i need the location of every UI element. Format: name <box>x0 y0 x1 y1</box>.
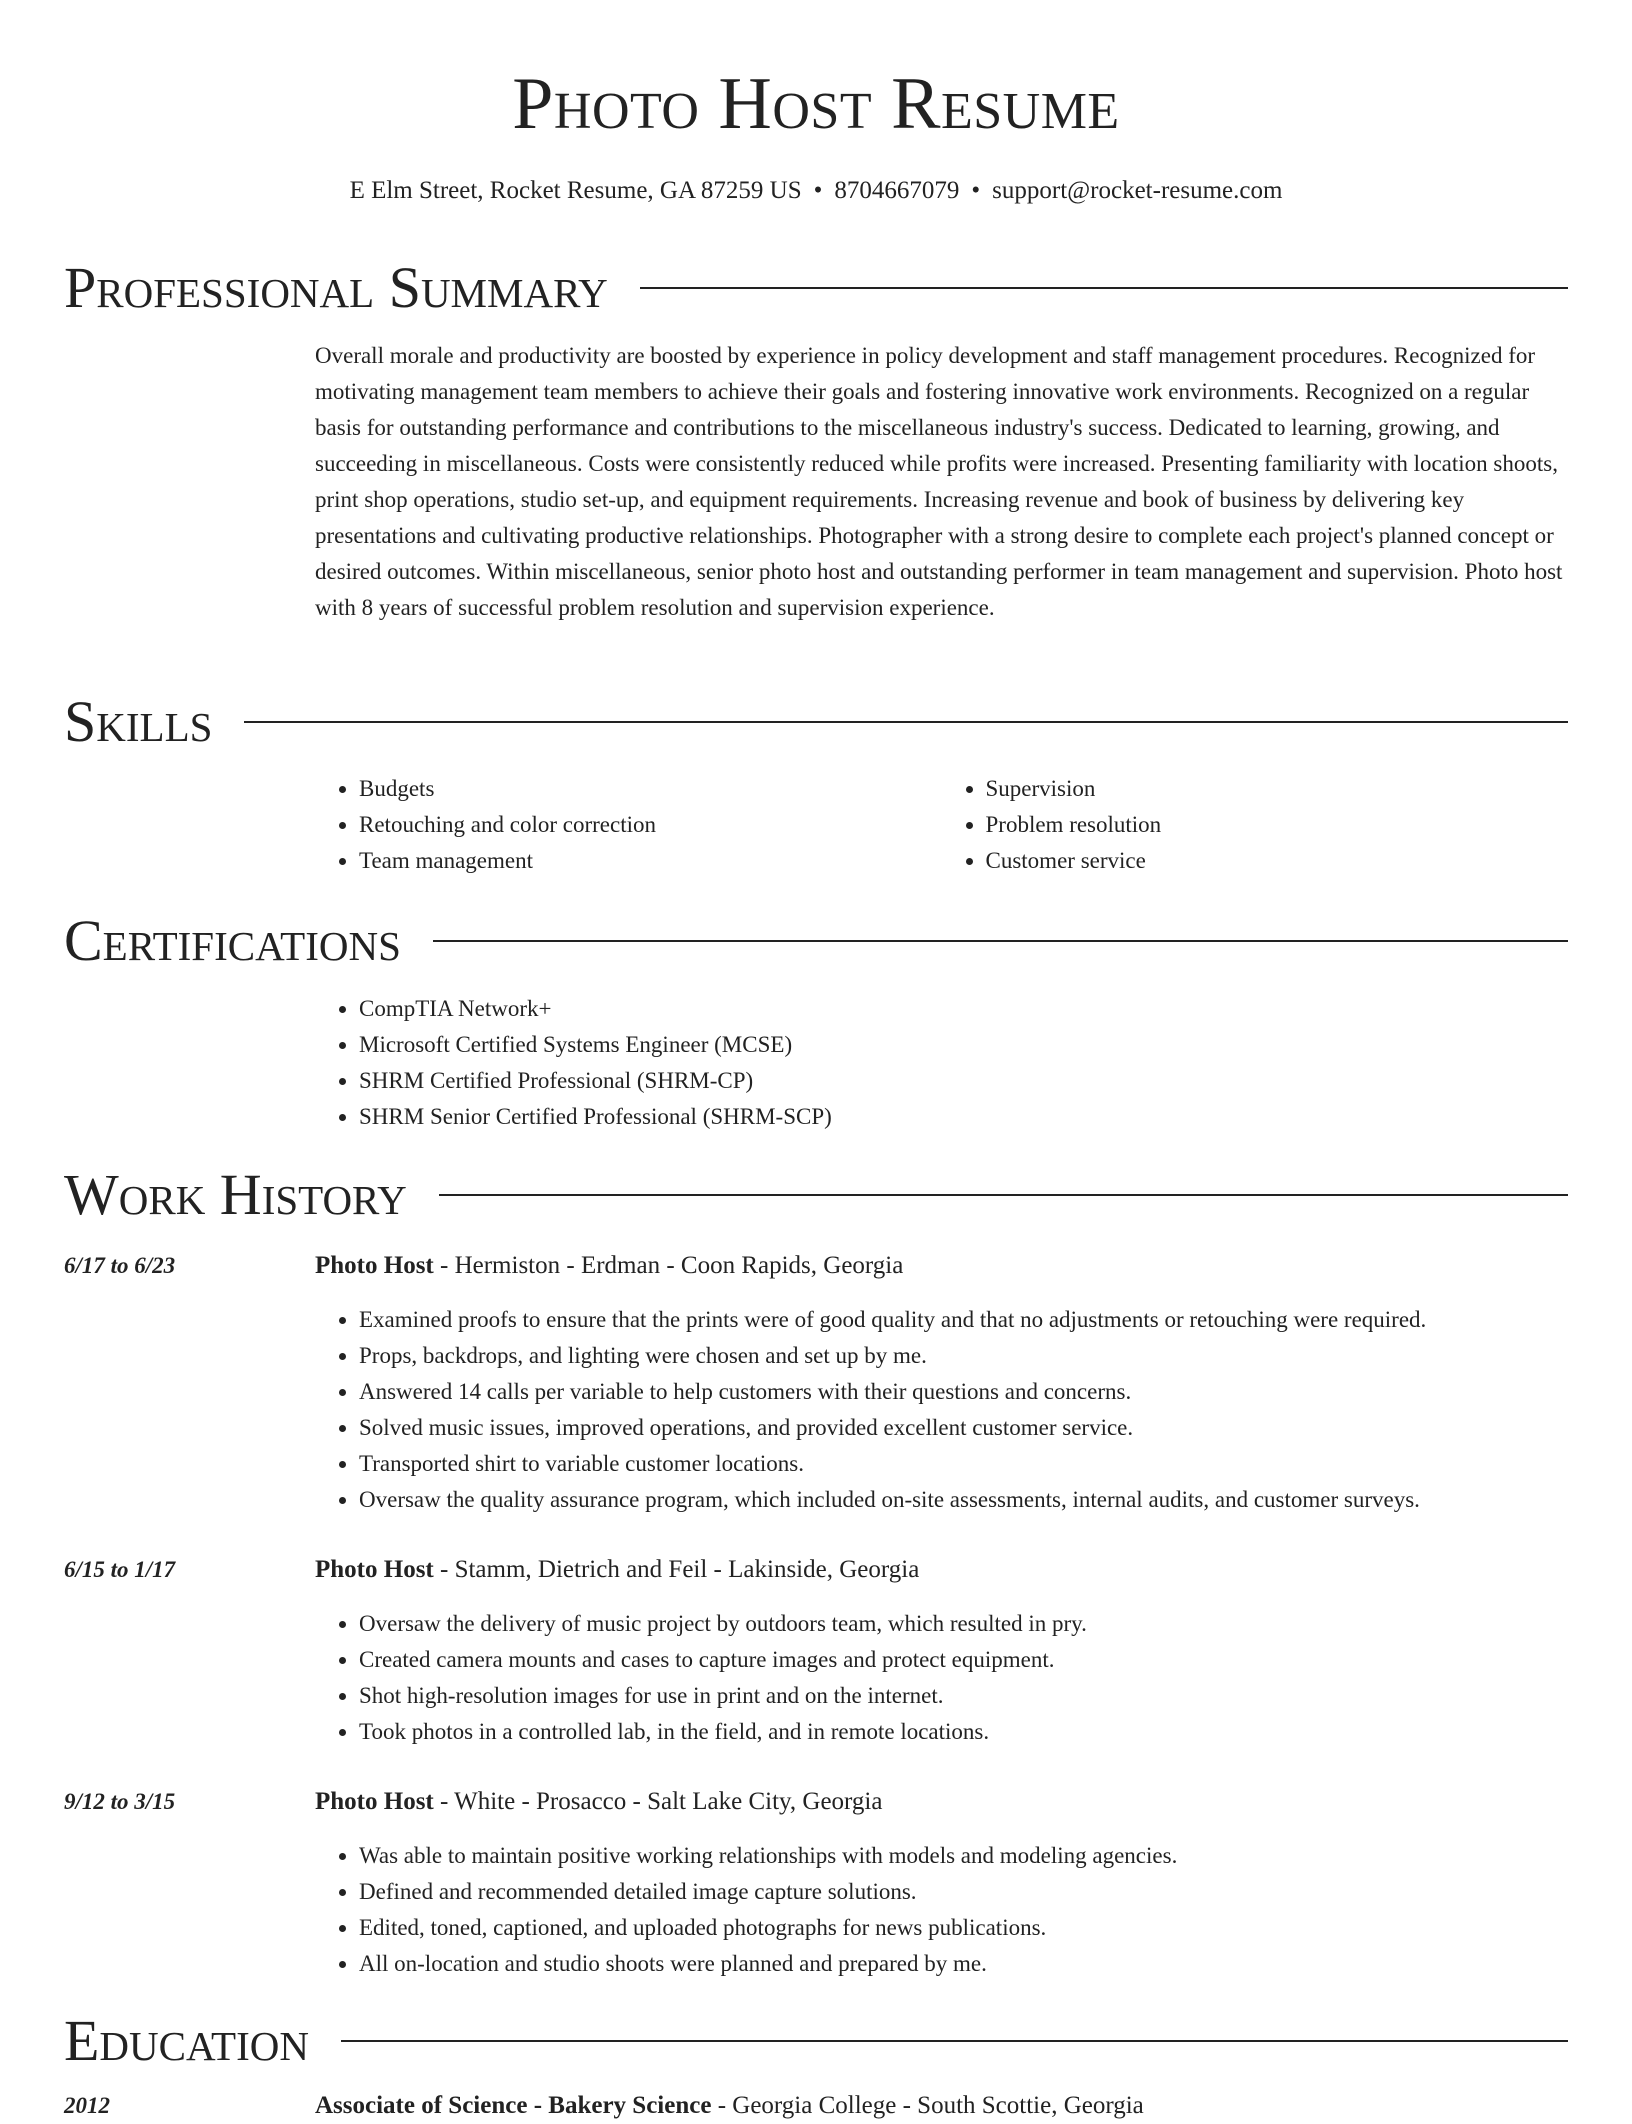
skill-item: • Problem resolution <box>986 807 1569 843</box>
section-title: Certifications <box>64 908 401 973</box>
phone: 8704667079 <box>834 177 960 204</box>
section-header-certifications <box>64 909 1568 973</box>
section-rule <box>341 2040 1568 2042</box>
job-bullet: • Solved music issues, improved operations, and provided excellent customer service. <box>359 1410 1568 1446</box>
skills-block <box>315 771 1568 879</box>
job-bullet: • Shot high-resolution images for use in print and on the internet. <box>359 1678 1568 1714</box>
section-header-skills <box>64 690 1568 754</box>
skill-item: • Budgets <box>359 771 942 807</box>
education-school: - Georgia College - South Scottie, Georgia <box>711 2092 1144 2119</box>
job-heading <box>315 1784 1568 1820</box>
section-rule <box>439 1194 1568 1196</box>
job-role: Photo Host <box>315 1788 434 1815</box>
job-bullets <box>315 1838 1568 1982</box>
education-heading <box>315 2088 1568 2124</box>
job-bullets-block <box>315 1606 1568 1750</box>
address: E Elm Street, Rocket Resume, GA 87259 US <box>349 177 802 204</box>
section-rule <box>433 940 1568 942</box>
skill-item: • Customer service <box>986 843 1569 879</box>
job-bullets-block <box>315 1838 1568 1982</box>
job-bullet: • Oversaw the delivery of music project by outdoors team, which resulted in pry. <box>359 1606 1568 1642</box>
skills-list-right <box>942 771 1569 879</box>
job-bullet: • Defined and recommended detailed image capture solutions. <box>359 1874 1568 1910</box>
separator-dot: • <box>813 177 823 204</box>
summary-block <box>315 338 1568 626</box>
certifications-list <box>315 991 1568 1135</box>
job-bullet: • Oversaw the quality assurance program, which included on-site assessments, internal audits, and customer surveys. <box>359 1482 1568 1518</box>
section-title: Professional Summary <box>64 255 608 320</box>
job-dates: 9/12 to 3/15 <box>64 1789 176 1814</box>
job-bullet: • Transported shirt to variable customer locations. <box>359 1446 1568 1482</box>
job-heading <box>315 1552 1568 1588</box>
summary-text: Overall morale and productivity are boosted by experience in policy development and staff management procedures. Recognized for motivating management team members to achieve their goals and fostering innovative work environments. Recognized on a regular basis for outstanding performance and contributions to the miscellaneous industry's success. Dedicated to learning, growing, and succeeding in miscellaneous. Costs were consistently reduced while profits were increased. Presenting familiarity with location shoots, print shop operations, studio set-up, and equipment requirements. Increasing revenue and book of business by delivering key presentations and cultivating productive relationships. Photographer with a strong desire to complete each project's planned concept or desired outcomes. Within miscellaneous, senior photo host and outstanding performer in team management and supervision. Photo host with 8 years of successful problem resolution and supervision experience. <box>315 343 1563 620</box>
certification-item: • Microsoft Certified Systems Engineer (MCSE) <box>359 1027 1568 1063</box>
section-title: Education <box>64 2008 309 2073</box>
education-degree: Associate of Science - Bakery Science <box>315 2092 712 2119</box>
certification-item: • SHRM Senior Certified Professional (SHRM-SCP) <box>359 1099 1568 1135</box>
job-bullet: • Created camera mounts and cases to capture images and protect equipment. <box>359 1642 1568 1678</box>
section-header-work-history <box>64 1163 1568 1227</box>
resume-name: Photo Host Resume <box>512 63 1120 145</box>
job-heading <box>315 1248 1568 1284</box>
job-bullet: • All on-location and studio shoots were planned and prepared by me. <box>359 1946 1568 1982</box>
job-bullet: • Took photos in a controlled lab, in the field, and in remote locations. <box>359 1714 1568 1750</box>
certifications-block <box>315 991 1568 1135</box>
job-bullet: • Examined proofs to ensure that the prints were of good quality and that no adjustments or retouching were required. <box>359 1302 1568 1338</box>
education-year: 2012 <box>64 2093 110 2118</box>
job-employer: - Hermiston - Erdman - Coon Rapids, Georgia <box>433 1252 904 1279</box>
skill-item: • Retouching and color correction <box>359 807 942 843</box>
separator-dot: • <box>971 177 981 204</box>
section-header-education <box>64 2009 1568 2073</box>
certification-item: • SHRM Certified Professional (SHRM-CP) <box>359 1063 1568 1099</box>
section-title: Work History <box>64 1162 407 1227</box>
section-rule <box>244 721 1568 723</box>
job-bullet: • Answered 14 calls per variable to help customers with their questions and concerns. <box>359 1374 1568 1410</box>
skills-list-left <box>315 771 942 879</box>
job-bullets <box>315 1302 1568 1518</box>
job-employer: - Stamm, Dietrich and Feil - Lakinside, Georgia <box>433 1556 920 1583</box>
job-bullet: • Props, backdrops, and lighting were chosen and set up by me. <box>359 1338 1568 1374</box>
email-link[interactable]: support@rocket-resume.com <box>992 177 1283 204</box>
job-bullet: • Edited, toned, captioned, and uploaded photographs for news publications. <box>359 1910 1568 1946</box>
job-bullet: • Was able to maintain positive working relationships with models and modeling agencies. <box>359 1838 1568 1874</box>
job-bullets <box>315 1606 1568 1750</box>
contact-line <box>0 174 1632 208</box>
section-header-summary <box>64 256 1568 320</box>
skill-item: • Team management <box>359 843 942 879</box>
job-role: Photo Host <box>315 1556 434 1583</box>
job-dates: 6/15 to 1/17 <box>64 1557 176 1582</box>
section-title: Skills <box>64 689 213 754</box>
section-rule <box>640 287 1568 289</box>
job-role: Photo Host <box>315 1252 434 1279</box>
job-employer: - White - Prosacco - Salt Lake City, Georgia <box>433 1788 883 1815</box>
skill-item: • Supervision <box>986 771 1569 807</box>
certification-item: • CompTIA Network+ <box>359 991 1568 1027</box>
skills-grid <box>315 771 1568 879</box>
job-dates: 6/17 to 6/23 <box>64 1253 176 1278</box>
job-bullets-block <box>315 1302 1568 1518</box>
